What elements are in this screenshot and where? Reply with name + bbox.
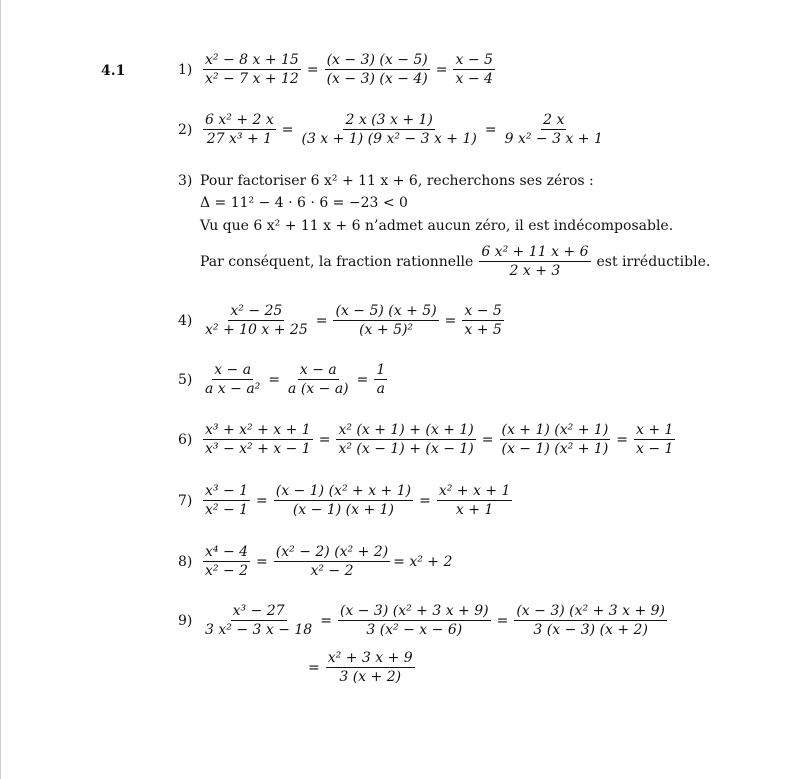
exercise-8: 8) $\frac{\text{x⁴ − 4}}{\text{x² − 2}}$ = $\frac{\text{(x² − 2) (x² + 2)}}{\text{x² − 2}}$ = x² + 2 [178, 544, 453, 580]
section-number: 4.1 [101, 63, 126, 79]
numerator: (x² − 2) (x² + 2) [274, 544, 390, 562]
fraction [503, 112, 605, 147]
numerator: (x − 3) (x² + 3 x + 9) [338, 603, 491, 621]
denominator: (3 x + 1) (9 x² − 3 x + 1) [301, 131, 477, 148]
exercise-number: 5) [178, 371, 193, 388]
denominator: (x − 3) (x − 4) [326, 71, 428, 88]
exercise-4: 4) $\frac{\text{x² − 25}}{\text{x² + 10 x + 25}}$ = $\frac{(x - 5) (x + 5)}{\text{(x + 5)²}}$ = $\frac{x - 5}{x + 5}$ [178, 303, 502, 339]
fraction [333, 303, 438, 338]
denominator: 2 x + 3 [509, 263, 561, 280]
denominator: 3 (x + 2) [339, 669, 402, 686]
text-line: Vu que 6 x² + 11 x + 6 n’admet aucun zéro, il est indécomposable. [200, 218, 674, 234]
fraction [479, 244, 590, 279]
numerator: x − 5 [453, 52, 494, 70]
exercise-number: 1) [178, 61, 193, 78]
fraction [203, 303, 310, 338]
numerator: (x + 1) (x² + 1) [500, 422, 611, 440]
fraction [299, 112, 478, 147]
numerator: x − 5 [462, 303, 503, 321]
result: = x² + 2 [393, 553, 453, 570]
page-border [0, 0, 1, 779]
exercise-5: 5) $\frac{x - a}{\text{a x − a²}}$ = $\frac{x - a}{a (x - a)}$ = $\frac{1}{a}$ [178, 362, 386, 398]
numerator: 1 [374, 362, 387, 380]
numerator: 2 x (3 x + 1) [343, 112, 434, 130]
fraction [374, 362, 387, 397]
denominator: x − 4 [455, 71, 493, 88]
fraction [453, 52, 494, 87]
denominator: a x − a² [205, 381, 261, 398]
numerator: (x − 3) (x² + 3 x + 9) [514, 603, 667, 621]
denominator: x² (x − 1) + (x − 1) [338, 441, 474, 458]
fraction [338, 603, 491, 638]
fraction [203, 112, 276, 147]
denominator: x² − 2 [205, 563, 249, 580]
denominator: 3 (x − 3) (x + 2) [533, 622, 648, 639]
exercise-3 [178, 173, 594, 189]
numerator: x − a [298, 362, 339, 380]
fraction [203, 483, 250, 518]
numerator: 6 x² + 11 x + 6 [479, 244, 590, 262]
fraction [326, 650, 415, 685]
denominator: (x − 1) (x² + 1) [501, 441, 609, 458]
denominator: (x − 1) (x + 1) [292, 502, 395, 519]
denominator: x² − 1 [205, 502, 249, 519]
numerator: x² + 3 x + 9 [326, 650, 415, 668]
fraction [634, 422, 675, 457]
exercise-number: 6) [178, 431, 193, 448]
fraction [462, 303, 503, 338]
fraction [274, 483, 413, 518]
denominator: a (x − a) [288, 381, 349, 398]
text: est irréductible. [596, 253, 711, 270]
denominator: 3 (x² − x − 6) [366, 622, 463, 639]
exercise-number: 4) [178, 312, 193, 329]
fraction [203, 52, 301, 87]
fraction [514, 603, 667, 638]
numerator: x − a [212, 362, 253, 380]
numerator: (x − 1) (x² + x + 1) [274, 483, 413, 501]
numerator: x² − 8 x + 15 [203, 52, 301, 70]
fraction [203, 422, 313, 457]
fraction [286, 362, 351, 397]
exercise-7: 7) $\frac{\text{x³ − 1}}{\text{x² − 1}}$ = $\frac{\text{(x − 1) (x² + x + 1)}}{(x - 1) (x + 1)}$ = $\frac{\text{x² + x + 1}}{x + 1}$ [178, 483, 511, 519]
numerator: x³ − 27 [231, 603, 287, 621]
fraction [437, 483, 513, 518]
denominator: x² − 7 x + 12 [205, 71, 299, 88]
denominator: x + 1 [455, 502, 494, 519]
exercise-2: 2) $\frac{\text{6 x² + 2 x}}{\text{27 x³ + 1}}$ = $\frac{2 x (3 x + 1)}{\text{(3 x + 1) (9 x² − 3 x + 1)}}$ = $\frac{2 x}{\text{9 x² − 3 x + 1}}$ [178, 112, 603, 148]
exercise-number: 7) [178, 492, 193, 509]
text-line: Pour factoriser 6 x² + 11 x + 6, recherchons ses zéros : [200, 173, 594, 189]
fraction [203, 362, 262, 397]
denominator: a [376, 381, 385, 398]
numerator: (x − 5) (x + 5) [333, 303, 438, 321]
denominator: x³ − x² + x − 1 [205, 441, 311, 458]
fraction [203, 603, 314, 638]
numerator: x⁴ − 4 [203, 544, 250, 562]
text: Par conséquent, la fraction rationnelle [200, 253, 474, 270]
numerator: 6 x² + 2 x [203, 112, 276, 130]
numerator: x³ − 1 [203, 483, 250, 501]
denominator: x² + 10 x + 25 [205, 322, 308, 339]
numerator: x + 1 [634, 422, 675, 440]
denominator: 27 x³ + 1 [206, 131, 273, 148]
denominator: x² − 2 [310, 563, 354, 580]
numerator: x² (x + 1) + (x + 1) [336, 422, 475, 440]
denominator: x + 5 [464, 322, 502, 339]
numerator: (x − 3) (x − 5) [325, 52, 430, 70]
delta-line: Δ = 11² − 4 · 6 · 6 = −23 < 0 [200, 195, 408, 211]
denominator: (x + 5)² [359, 322, 414, 339]
numerator: x³ + x² + x + 1 [203, 422, 313, 440]
numerator: 2 x [541, 112, 566, 130]
exercise-number: 9) [178, 612, 193, 629]
fraction [274, 544, 390, 579]
exercise-9: 9) $\frac{\text{x³ − 27}}{\text{3 x² − 3 x − 18}}$ = $\frac{\text{(x − 3) (x² + 3 x + 9)}}{\text{3 (x² − x − 6)}}$ = $\frac{\text{(x − 3) (x² + 3 x + 9)}}{3 (x - 3) (x + 2)}$ [178, 603, 666, 639]
numerator: x² − 25 [228, 303, 284, 321]
denominator: x − 1 [636, 441, 674, 458]
exercise-number: 8) [178, 553, 193, 570]
denominator: 3 x² − 3 x − 18 [205, 622, 313, 639]
denominator: 9 x² − 3 x + 1 [504, 131, 603, 148]
exercise-6: 6) $\frac{\text{x³ + x² + x + 1}}{\text{x³ − x² + x − 1}}$ = $\frac{\text{x² (x + 1) + (x + 1)}}{\text{x² (x − 1) + (x − 1)}}$ = $\frac{\text{(x + 1) (x² + 1)}}{\text{(x − 1) (x² + 1)}}$ = $\frac{x + 1}{x - 1}$ [178, 422, 674, 458]
exercise-number: 2) [178, 121, 193, 138]
exercise-9-continued: = $\frac{\text{x² + 3 x + 9}}{3 (x + 2)}$ [308, 650, 413, 686]
exercise-1: 1) $\frac{\text{x² − 8 x + 15}}{\text{x² − 7 x + 12}}$ = $\frac{(x - 3) (x - 5)}{(x - 3) (x - 4)}$ = $\frac{x - 5}{x - 4}$ [178, 52, 493, 88]
exercise-number: 3) [178, 173, 193, 189]
numerator: x² + x + 1 [437, 483, 513, 501]
fraction [325, 52, 430, 87]
fraction [203, 544, 250, 579]
fraction [500, 422, 611, 457]
conclusion-line [200, 244, 710, 279]
fraction [336, 422, 475, 457]
